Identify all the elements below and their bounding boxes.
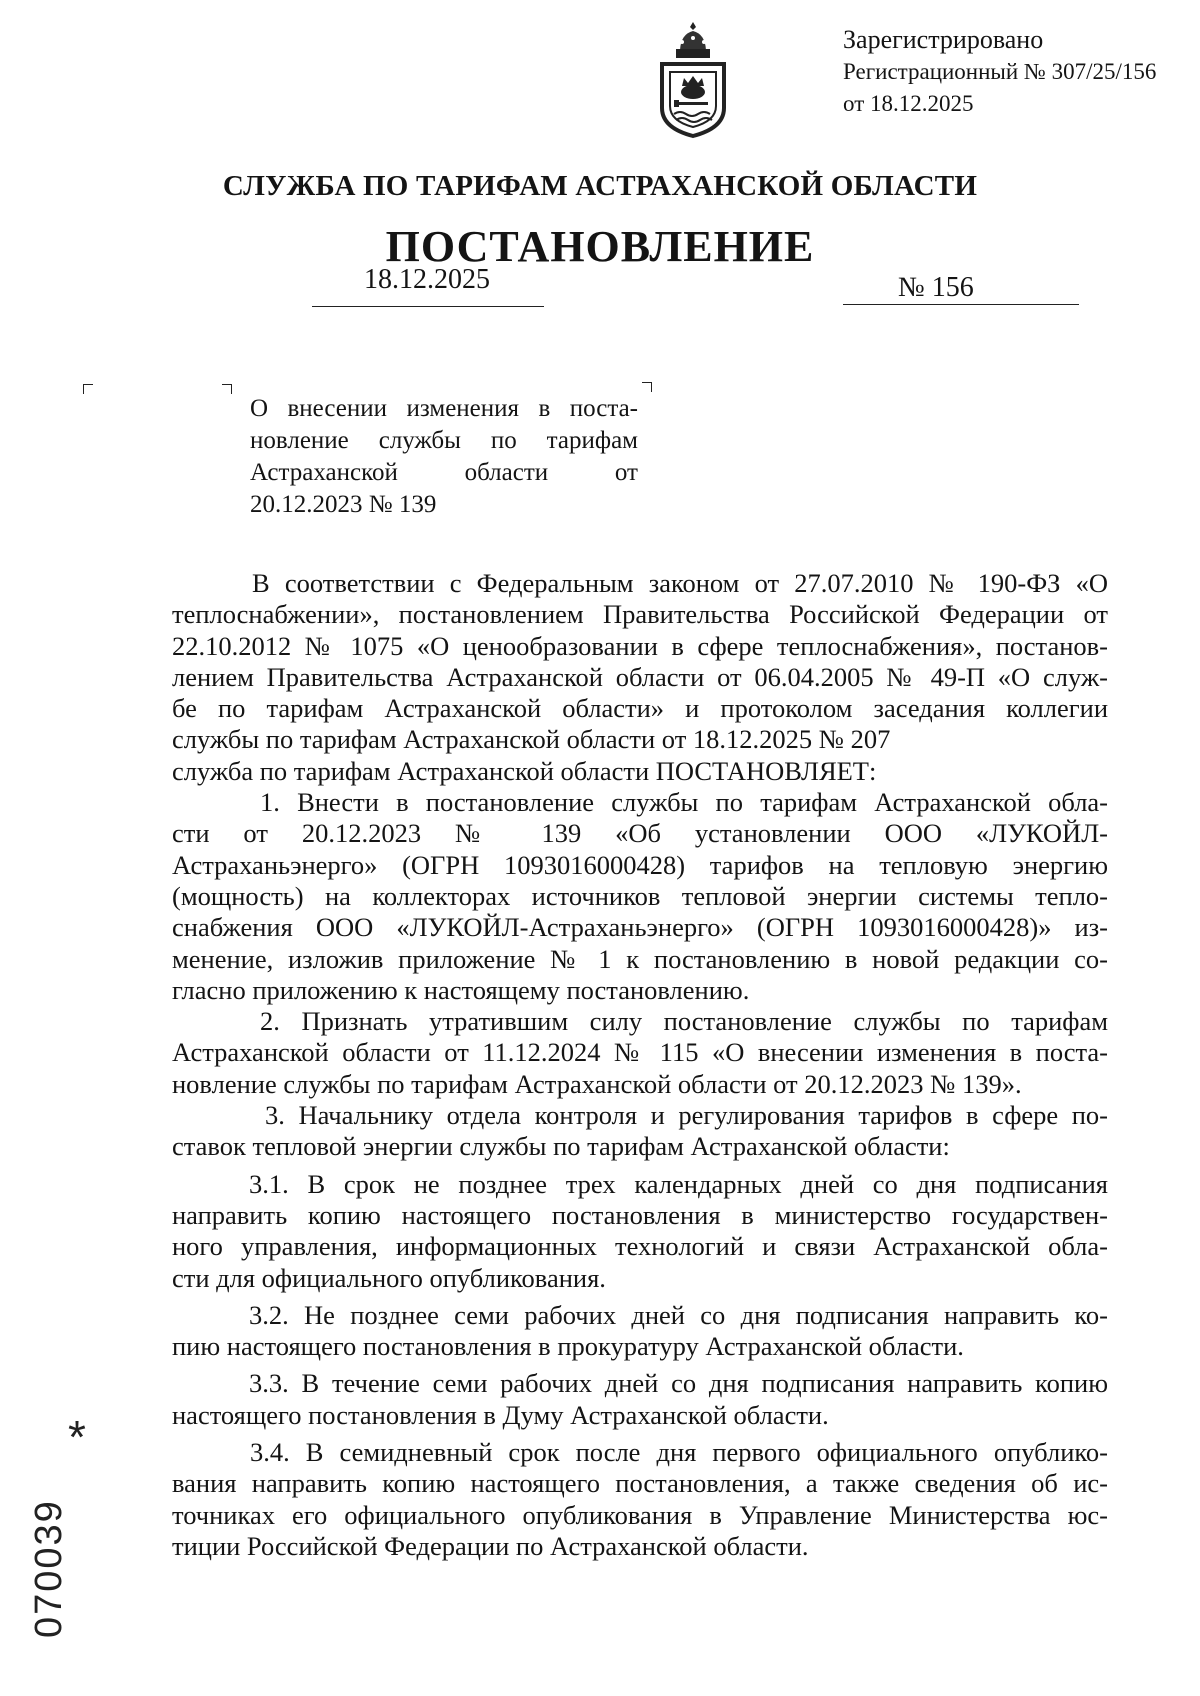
document-body	[172, 568, 1108, 1562]
subject-line: Астраханской области от	[250, 459, 638, 486]
document-number-field	[843, 270, 1079, 305]
item-3-1-line: сти для официального опубликования.	[172, 1262, 606, 1293]
document-date: 18.12.2025	[364, 264, 490, 295]
item-1-line: снабжения ООО «ЛУКОЙЛ-Астраханьэнерго» (ОГРН 1093016000428)» из-	[172, 912, 1108, 943]
item-3-4-line: вания направить копию настоящего постановления, а также сведения об ис-	[172, 1468, 1108, 1499]
item-3-1-line: направить копию настоящего постановления в министерство государствен-	[172, 1199, 1108, 1230]
item-1-line: менение, изложив приложение № 1 к постановлению в новой редакции со-	[172, 943, 1108, 974]
document-date-field	[312, 262, 544, 307]
subject-line: новление службы по тарифам	[250, 427, 638, 454]
preamble-line: 22.10.2012 № 1075 «О ценообразовании в сфере теплоснабжения», постанов-	[172, 630, 1108, 661]
corner-mark-left	[83, 384, 93, 394]
document-type-title: ПОСТАНОВЛЕНИЕ	[385, 222, 815, 271]
asterisk-mark: *	[68, 1411, 86, 1463]
item-1-line: 1. Внести в постановление службы по тарифам Астраханской обла-	[260, 787, 1108, 818]
item-3-3-line: 3.3. В течение семи рабочих дней со дня подписания направить копию	[249, 1368, 1108, 1399]
registration-number: Регистрационный № 307/25/156	[843, 59, 1157, 84]
item-1-line: (мощность) на коллекторах источников тепловой энергии системы тепло-	[172, 880, 1108, 911]
registration-date: от 18.12.2025	[843, 91, 974, 116]
item-3-4-line: тиции Российской Федерации по Астраханской области.	[172, 1530, 809, 1561]
registration-stamp	[843, 24, 1156, 120]
item-1-line: сти от 20.12.2023 № 139 «Об установлении ООО «ЛУКОЙЛ-	[172, 818, 1108, 849]
preamble-line: В соответствии с Федеральным законом от 27.07.2010 № 190-ФЗ «О	[252, 568, 1108, 598]
item-2-line: Астраханской области от 11.12.2024 № 115 «О внесении изменения в поста-	[172, 1037, 1108, 1068]
registration-label: Зарегистрировано	[843, 25, 1044, 54]
corner-mark-subject-right	[642, 382, 652, 392]
preamble-line: служба по тарифам Астраханской области ПОСТАНОВЛЯЕТ:	[172, 755, 877, 786]
document-number: № 156	[898, 272, 974, 303]
subject-line: 20.12.2023 № 139	[250, 491, 437, 518]
document-subject	[250, 393, 638, 521]
subject-line: О внесении изменения в поста-	[250, 395, 638, 422]
item-1-line: Астраханьэнерго» (ОГРН 1093016000428) тарифов на тепловую энергию	[172, 849, 1108, 880]
corner-mark-subject-left	[222, 384, 232, 394]
organization-name: СЛУЖБА ПО ТАРИФАМ АСТРАХАНСКОЙ ОБЛАСТИ	[222, 170, 978, 202]
coat-of-arms-icon	[650, 20, 736, 140]
item-3-4-line: точниках его официального опубликования в Управление Министерства юс-	[172, 1499, 1108, 1530]
item-3-2-line: 3.2. Не позднее семи рабочих дней со дня подписания направить ко-	[249, 1299, 1108, 1330]
item-3-line: ставок тепловой энергии службы по тарифам Астраханской области:	[172, 1131, 950, 1162]
preamble-line: теплоснабжении», постановлением Правительства Российской Федерации от	[172, 599, 1108, 630]
item-1-line: гласно приложению к настоящему постановлению.	[172, 974, 750, 1005]
item-3-3-line: настоящего постановления в Думу Астраханской области.	[172, 1399, 829, 1430]
item-3-1-line: 3.1. В срок не позднее трех календарных дней со дня подписания	[249, 1168, 1108, 1199]
item-2-line: 2. Признать утратившим силу постановление службы по тарифам	[260, 1006, 1108, 1037]
item-3-4-line: 3.4. В семидневный срок после дня первого официального опублико-	[250, 1437, 1108, 1468]
item-3-1-line: ного управления, информационных технологий и связи Астраханской обла-	[172, 1231, 1108, 1262]
preamble-line: лением Правительства Астраханской области от 06.04.2005 № 49-П «О служ-	[172, 661, 1108, 692]
preamble-line: бе по тарифам Астраханской области» и протоколом заседания коллегии	[172, 693, 1108, 724]
item-3-line: 3. Начальнику отдела контроля и регулирования тарифов в сфере по-	[265, 1100, 1108, 1131]
item-3-2-line: пию настоящего постановления в прокуратуру Астраханской области.	[172, 1331, 964, 1362]
vertical-serial-code: 070039	[28, 1499, 70, 1638]
preamble-line: службы по тарифам Астраханской области от 18.12.2025 № 207	[172, 724, 891, 755]
item-2-line: новление службы по тарифам Астраханской области от 20.12.2023 № 139».	[172, 1068, 1022, 1099]
